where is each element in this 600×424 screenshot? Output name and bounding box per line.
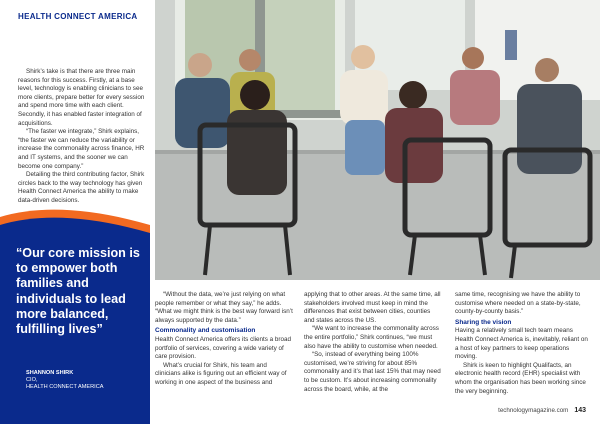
- paragraph: Detailing the third contributing factor, Shirk circles back to the way technology has given Health Connect America the ability to make data-driven decisions.: [18, 171, 145, 204]
- quote-author-role: CIO,: [26, 376, 38, 383]
- body-column-2: [155, 291, 293, 388]
- quote-author-org: HEALTH CONNECT AMERICA: [26, 383, 104, 390]
- body-column-4: [455, 291, 590, 396]
- page-number: 143: [574, 407, 586, 414]
- subheading: Sharing the vision: [455, 318, 512, 326]
- pull-quote: “Our core mission is to empower both families and individuals to lead more balanced, fulfilling lives”: [16, 246, 140, 337]
- left-column: [18, 68, 146, 206]
- paragraph: Shirk is keen to highlight Qualifacts, an electronic health record (EHR) specialist with whom the organisation has been working since the very beginning.: [455, 361, 586, 395]
- paragraph: What’s crucial for Shirk, his team and clinicians alike is figuring out an efficient way of working in one aspect of the business and: [155, 361, 287, 386]
- paragraph: “Without the data, we’re just relying on what people remember or what they say,” he adds. “What we might think is the best way forward isn’t always supported by the data.”: [155, 291, 293, 324]
- paragraph: Health Connect America offers its clients a broad portfolio of services, covering a wide variety of care provision.: [155, 335, 292, 361]
- paragraph: Shirk’s take is that there are three main reasons for this success. Firstly, at a base level, technology is enabling clinicians to see more clients, prepare better for every session and spend more time with each client. Secondly, it has enabled faster integration of acquisitions.: [18, 68, 145, 127]
- paragraph: applying that to other areas. At the same time, all stakeholders involved must keep in mind the differences that exist between cities, counties and states across the US.: [304, 291, 441, 324]
- photo-illustration: [155, 0, 600, 280]
- running-header: HEALTH CONNECT AMERICA: [18, 12, 138, 21]
- page-footer: [498, 407, 586, 414]
- paragraph: same time, recognising we have the ability to customise where needed on a state-by-state, county-by-county basis.”: [455, 291, 581, 316]
- group-session-photo: [155, 0, 600, 280]
- body-column-3: [304, 291, 442, 394]
- subheading: Commonality and customisation: [155, 327, 256, 335]
- paragraph: “We want to increase the commonality across the entire portfolio,” Shirk continues, “we must also have the ability to customise when needed.: [304, 325, 439, 350]
- paragraph: “So, instead of everything being 100% customised, we’re striving for about 85% commonality and it’s that last 15% that may need to be custom. It’s about increasing commonality across the board, while, at the: [304, 351, 441, 393]
- footer-site[interactable]: technologymagazine.com: [498, 407, 569, 414]
- paragraph: “The faster we integrate,” Shirk explains, “the faster we can reduce the variability or increase the commonality across finance, HR and IT systems, and the sooner we can become one company.”: [18, 128, 145, 170]
- quote-attribution: [26, 370, 104, 390]
- quote-author-name: SHANNON SHIRK: [26, 370, 74, 376]
- paragraph: Having a relatively small tech team means Health Connect America is, inevitably, reliant on a host of key partners to keep operations moving.: [455, 327, 588, 361]
